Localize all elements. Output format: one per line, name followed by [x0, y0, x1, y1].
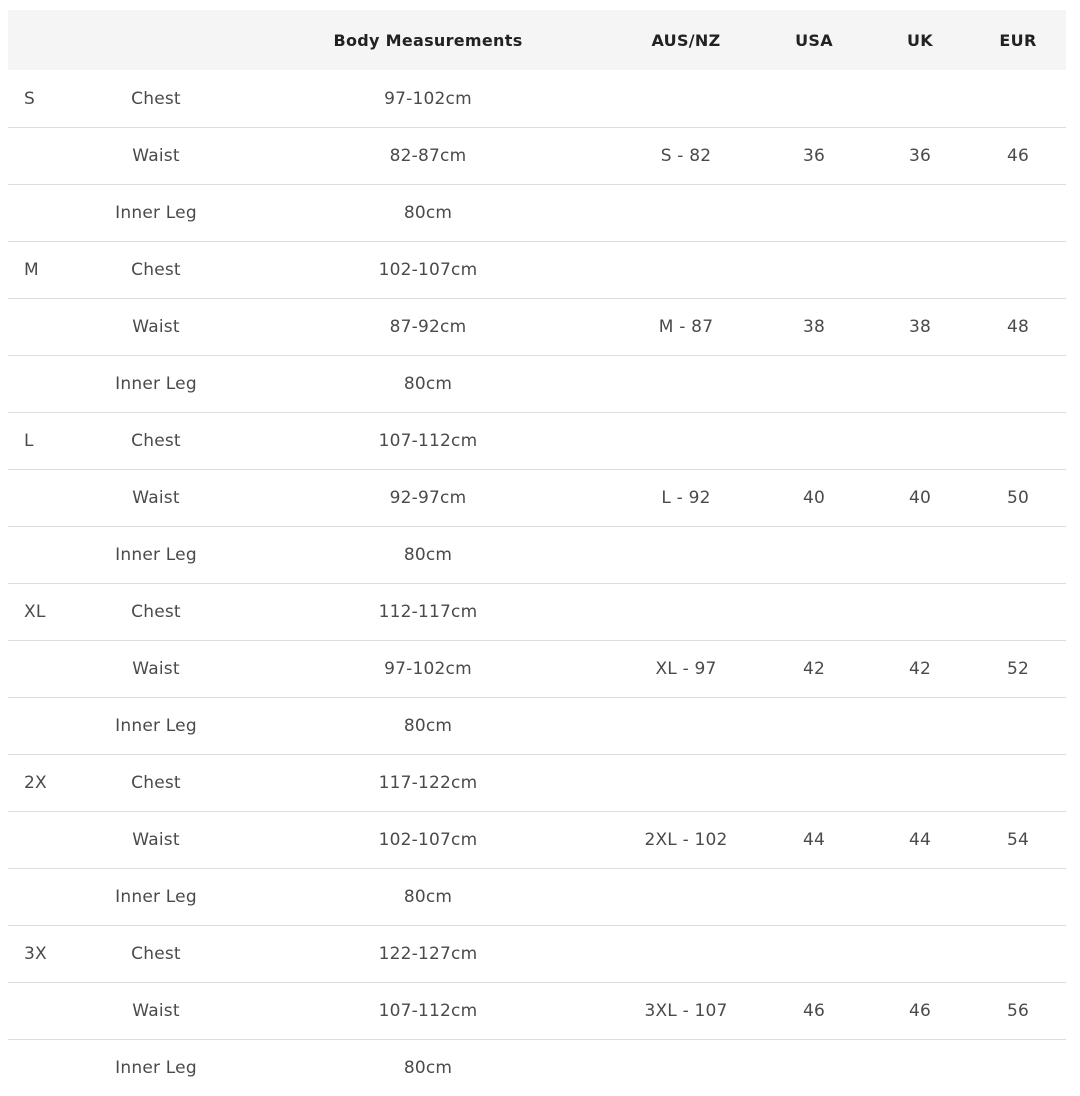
aus-nz-size: L - 92	[661, 488, 711, 508]
size-label: S	[24, 88, 35, 109]
body-measurement: 107-112cm	[378, 1001, 478, 1021]
eur-size	[968, 755, 1068, 811]
eur-size	[968, 70, 1068, 127]
eur-size	[968, 584, 1068, 640]
eur-size: 46	[1006, 146, 1030, 166]
aus-nz-size	[596, 584, 776, 640]
body-part: Inner Leg	[115, 374, 197, 394]
header-aus-nz: AUS/NZ	[651, 30, 721, 50]
uk-size	[870, 413, 970, 469]
aus-nz-size	[596, 698, 776, 754]
body-part: Inner Leg	[115, 545, 197, 565]
uk-size	[870, 70, 970, 127]
body-part: Waist	[132, 146, 180, 166]
table-row	[8, 1039, 1066, 1096]
body-part: Chest	[131, 944, 181, 964]
body-measurement: 117-122cm	[378, 773, 478, 793]
table-row	[8, 241, 1066, 298]
body-part: Chest	[131, 431, 181, 451]
uk-size	[870, 242, 970, 298]
uk-size	[870, 1040, 970, 1096]
body-part: Inner Leg	[115, 1058, 197, 1078]
eur-size	[968, 1040, 1068, 1096]
uk-size	[870, 926, 970, 982]
usa-size: 38	[802, 317, 826, 337]
table-row	[8, 526, 1066, 583]
uk-size	[870, 527, 970, 583]
body-measurement: 80cm	[403, 716, 453, 736]
body-part: Waist	[132, 317, 180, 337]
aus-nz-size: M - 87	[658, 317, 714, 337]
uk-size: 46	[908, 1001, 932, 1021]
body-part: Chest	[131, 773, 181, 793]
eur-size	[968, 869, 1068, 925]
aus-nz-size	[596, 413, 776, 469]
uk-size	[870, 698, 970, 754]
usa-size	[764, 413, 864, 469]
uk-size: 42	[908, 659, 932, 679]
usa-size: 44	[802, 830, 826, 850]
eur-size	[968, 413, 1068, 469]
usa-size	[764, 527, 864, 583]
aus-nz-size: 3XL - 107	[644, 1001, 728, 1021]
usa-size	[764, 755, 864, 811]
body-part: Waist	[132, 488, 180, 508]
table-row	[8, 811, 1066, 868]
body-part: Chest	[131, 602, 181, 622]
aus-nz-size	[596, 926, 776, 982]
uk-size	[870, 584, 970, 640]
table-row	[8, 697, 1066, 754]
header-uk: UK	[907, 30, 933, 50]
body-part: Chest	[131, 88, 181, 109]
header-body-measurements: Body Measurements	[333, 30, 523, 50]
eur-size: 52	[1006, 659, 1030, 679]
body-measurement: 97-102cm	[384, 659, 472, 679]
table-header-row	[8, 10, 1066, 70]
usa-size	[764, 70, 864, 127]
uk-size: 40	[908, 488, 932, 508]
body-measurement: 97-102cm	[384, 88, 472, 109]
body-measurement: 87-92cm	[389, 317, 467, 337]
size-label: M	[24, 260, 39, 280]
uk-size: 38	[908, 317, 932, 337]
table-row	[8, 412, 1066, 469]
eur-size: 56	[1006, 1001, 1030, 1021]
aus-nz-size	[596, 1040, 776, 1096]
uk-size: 36	[908, 146, 932, 166]
eur-size	[968, 356, 1068, 412]
body-measurement: 102-107cm	[378, 260, 478, 280]
usa-size: 40	[802, 488, 826, 508]
table-row	[8, 982, 1066, 1039]
body-part: Waist	[132, 659, 180, 679]
eur-size	[968, 698, 1068, 754]
body-measurement: 92-97cm	[389, 488, 467, 508]
body-part: Inner Leg	[115, 203, 197, 223]
table-row	[8, 127, 1066, 184]
table-body	[8, 70, 1066, 1096]
aus-nz-size	[596, 70, 776, 127]
aus-nz-size: 2XL - 102	[644, 830, 728, 850]
body-part: Chest	[131, 260, 181, 280]
body-part: Inner Leg	[115, 716, 197, 736]
body-part: Waist	[132, 1001, 180, 1021]
table-row	[8, 355, 1066, 412]
header-usa: USA	[795, 30, 833, 50]
uk-size	[870, 869, 970, 925]
usa-size: 36	[802, 146, 826, 166]
header-eur: EUR	[999, 30, 1037, 50]
aus-nz-size: XL - 97	[655, 659, 717, 679]
body-part: Inner Leg	[115, 887, 197, 907]
eur-size: 54	[1006, 830, 1030, 850]
table-row	[8, 298, 1066, 355]
aus-nz-size	[596, 527, 776, 583]
uk-size	[870, 755, 970, 811]
usa-size	[764, 185, 864, 241]
table-row	[8, 754, 1066, 811]
usa-size	[764, 1040, 864, 1096]
body-measurement: 122-127cm	[378, 944, 478, 964]
body-measurement: 107-112cm	[378, 431, 478, 451]
uk-size	[870, 185, 970, 241]
eur-size: 50	[1006, 488, 1030, 508]
aus-nz-size	[596, 869, 776, 925]
eur-size	[968, 926, 1068, 982]
table-row	[8, 469, 1066, 526]
aus-nz-size	[596, 755, 776, 811]
uk-size: 44	[908, 830, 932, 850]
size-label: 3X	[24, 944, 47, 964]
eur-size: 48	[1006, 317, 1030, 337]
size-label: 2X	[24, 773, 47, 793]
body-measurement: 82-87cm	[389, 146, 467, 166]
usa-size	[764, 869, 864, 925]
table-row	[8, 925, 1066, 982]
body-part: Waist	[132, 830, 180, 850]
eur-size	[968, 527, 1068, 583]
usa-size	[764, 926, 864, 982]
usa-size: 42	[802, 659, 826, 679]
body-measurement: 80cm	[403, 374, 453, 394]
size-label: XL	[24, 602, 46, 622]
aus-nz-size: S - 82	[660, 146, 712, 166]
usa-size	[764, 356, 864, 412]
table-row	[8, 583, 1066, 640]
uk-size	[870, 356, 970, 412]
usa-size	[764, 242, 864, 298]
aus-nz-size	[596, 242, 776, 298]
table-row	[8, 868, 1066, 925]
size-chart-table	[8, 10, 1066, 1096]
aus-nz-size	[596, 356, 776, 412]
body-measurement: 112-117cm	[378, 602, 478, 622]
body-measurement: 80cm	[403, 203, 453, 223]
usa-size	[764, 584, 864, 640]
table-row	[8, 70, 1066, 127]
size-label: L	[24, 431, 34, 451]
aus-nz-size	[596, 185, 776, 241]
body-measurement: 102-107cm	[378, 830, 478, 850]
eur-size	[968, 242, 1068, 298]
header-part	[106, 10, 206, 70]
usa-size: 46	[802, 1001, 826, 1021]
body-measurement: 80cm	[403, 545, 453, 565]
body-measurement: 80cm	[403, 1058, 453, 1078]
body-measurement: 80cm	[403, 887, 453, 907]
table-row	[8, 640, 1066, 697]
table-row	[8, 184, 1066, 241]
eur-size	[968, 185, 1068, 241]
usa-size	[764, 698, 864, 754]
